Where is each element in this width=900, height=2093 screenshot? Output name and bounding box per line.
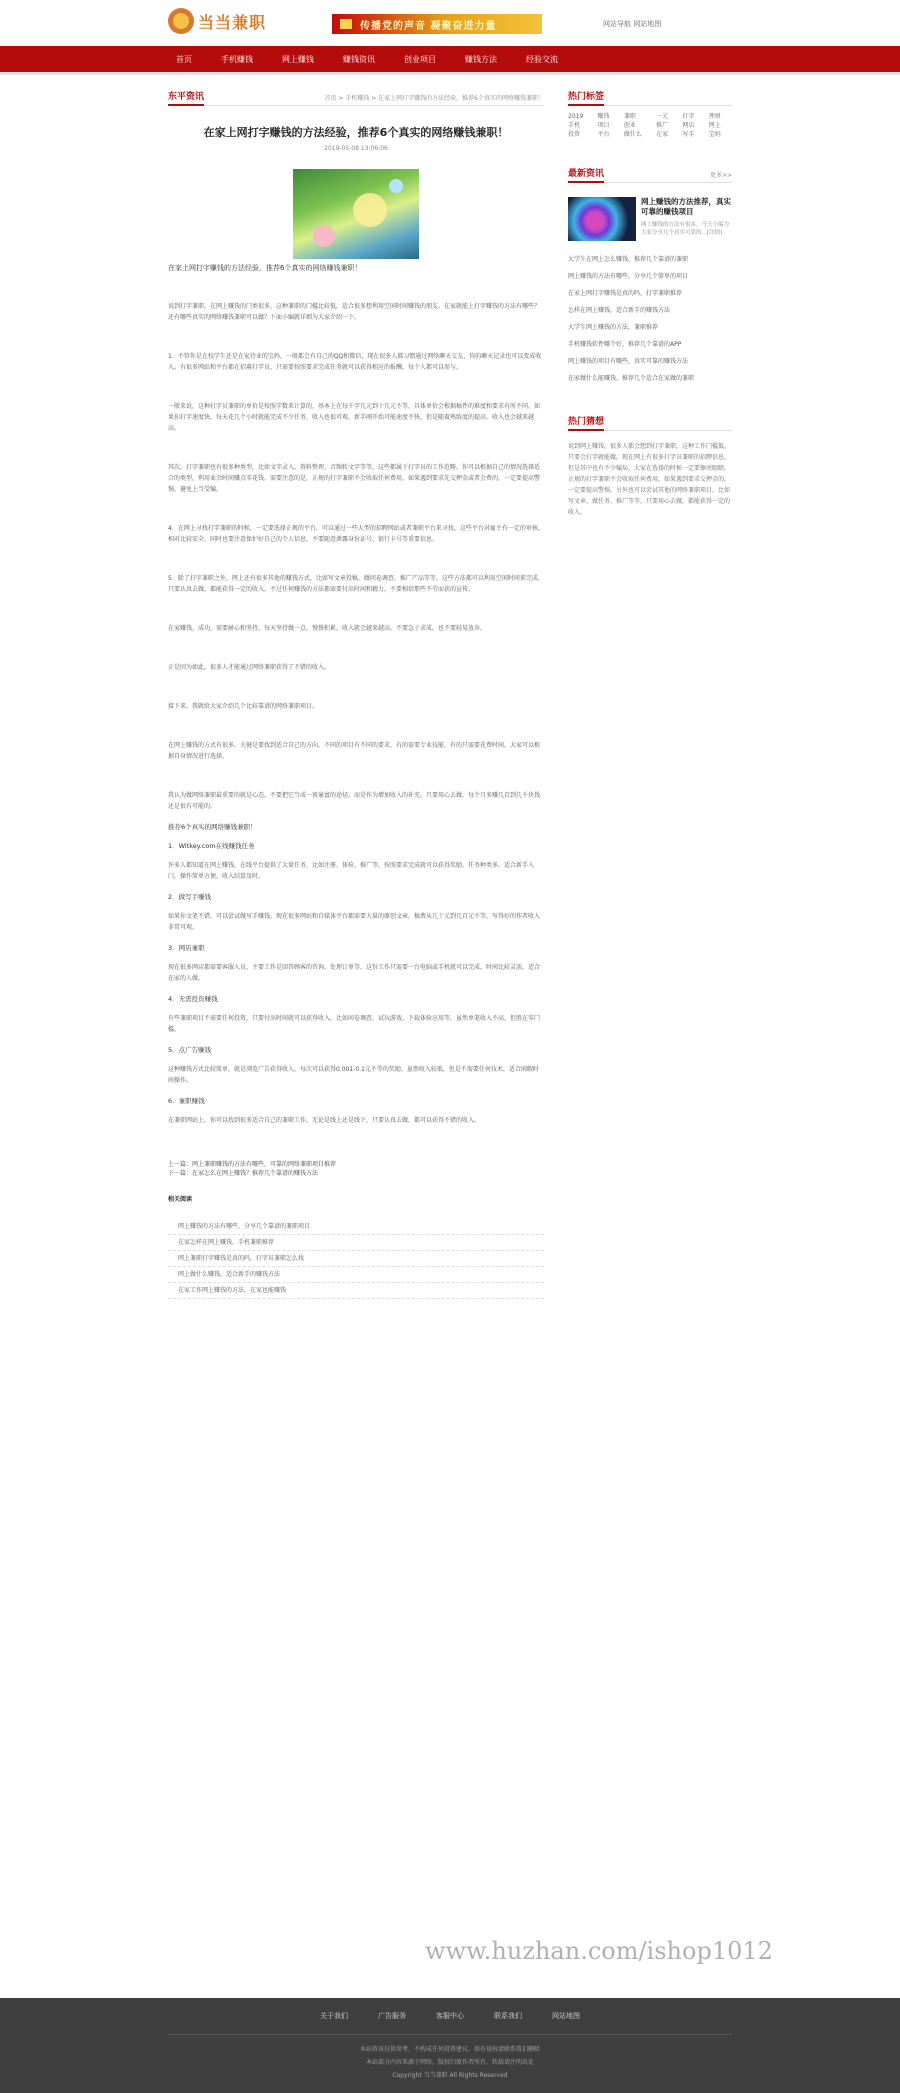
content bbox=[168, 92, 732, 1299]
article-paragraph: 1．不管你是在校学生还是在家待业的宝妈，一般都会有自己的QQ和微信，现在很多人都习惯通过网络聊天交友，你的聊天记录也可以变成收入。有很多网站和平台都在招募打字员，只需要按照要求完成任务就可以获得相应的报酬，每个人都可以参与。 bbox=[168, 353, 542, 371]
footer-link[interactable]: 关于我们 bbox=[320, 2012, 348, 2020]
article-paragraph: 一般来说，这种打字员兼职的单价是按照字数来计算的，基本上在每千字几元到十几元不等，具体单价会根据稿件的难度和要求有所不同。如果你打字速度快，每天花几个小时就能完成不少任务，收入也很可观。新手刚开始可能速度不快，但是随着熟练度的提高，收入也会越来越高。 bbox=[168, 403, 541, 432]
list-item-title: 4．无需投资赚钱 bbox=[168, 995, 218, 1003]
news-item[interactable]: 大学生在网上怎么赚钱，推荐几个靠谱的兼职 bbox=[568, 256, 689, 263]
featured-news[interactable] bbox=[568, 197, 732, 241]
section-title: 东平资讯 bbox=[168, 89, 204, 106]
article-column bbox=[168, 92, 544, 1299]
prev-next bbox=[168, 1160, 544, 1178]
article-paragraph: 我认为做网络兼职最重要的就是心态，不要把它当成一夜暴富的途径，而是作为增加收入的补充。只要用心去做，每个月多赚几百到几千块钱还是很有可能的。 bbox=[168, 792, 541, 810]
list-item-text: 在兼职网站上，你可以找到很多适合自己的兼职工作，无论是线上还是线下，只要认真去做，都可以获得不错的收入。 bbox=[168, 1117, 481, 1124]
nav-item[interactable]: 网上赚钱 bbox=[282, 54, 314, 64]
tag-link[interactable]: 手机 bbox=[568, 122, 581, 129]
header bbox=[0, 0, 900, 46]
tag-link[interactable]: 赚钱 bbox=[597, 113, 610, 120]
image-caption: 在家上网打字赚钱的方法经验，推荐6个真实的网络赚钱兼职！ bbox=[168, 264, 362, 272]
article-paragraph: 在网上赚钱的方式有很多，关键是要找到适合自己的方向。不同的项目有不同的要求，有的需要专业技能，有的只需要花费时间，大家可以根据自身情况进行选择。 bbox=[168, 742, 541, 760]
list-item-title: 3．网店兼职 bbox=[168, 944, 205, 952]
article-paragraph: 接下来，我就给大家介绍几个比较靠谱的网络兼职项目。 bbox=[168, 703, 319, 710]
logo-icon bbox=[168, 8, 194, 34]
tag-link[interactable]: 平台 bbox=[597, 131, 610, 138]
featured-title[interactable]: 网上赚钱的方法推荐，真实可靠的赚钱项目 bbox=[641, 197, 731, 216]
tag-link[interactable]: 写手 bbox=[682, 131, 695, 138]
featured-desc: 网上赚钱的方法有很多，今天小编为大家分享几个真实可靠的...[详细] bbox=[641, 222, 730, 236]
related-item[interactable]: 在家怎样在网上赚钱，手机兼职推荐 bbox=[168, 1235, 544, 1251]
logo-text: 当当兼职 bbox=[198, 12, 267, 32]
footer-link[interactable]: 广告服务 bbox=[378, 2012, 406, 2020]
site-logo[interactable] bbox=[168, 8, 266, 34]
article-paragraph: 正是因为如此，很多人才能通过网络兼职获得了不错的收入。 bbox=[168, 664, 331, 671]
tag-link[interactable]: 2019 bbox=[568, 113, 584, 120]
tag-link[interactable]: 做什么 bbox=[623, 131, 642, 138]
hot-guess-text: 说到网上赚钱，很多人都会想到打字兼职，这种工作门槛低，只要会打字就能做。现在网上有很多打字员兼职的招聘信息，但是其中也有不少骗局，大家在选择的时候一定要擦亮眼睛。正规的打字兼职不会收取任何费用，如果遇到要求交押金的，一定要提高警惕。另外也可以尝试其他的网络兼职项目，比如写文章、做任务、推广等等，只要用心去做，都能获得一定的收入。 bbox=[568, 443, 731, 516]
tag-link[interactable]: 网店 bbox=[682, 122, 695, 129]
breadcrumb[interactable]: 首页 > 手机赚钱 > 在家上网打字赚钱的方法经验，推荐6个真实的网络赚钱兼职！ bbox=[324, 95, 544, 102]
news-list bbox=[568, 251, 732, 387]
news-item[interactable]: 手机赚钱软件哪个好，推荐几个靠谱的APP bbox=[568, 341, 682, 348]
latest-news-title: 最新资讯 bbox=[568, 166, 604, 183]
article-date: 2019-05-08 13:06:06 bbox=[324, 145, 388, 152]
tag-link[interactable]: 项目 bbox=[597, 122, 610, 129]
intro-list-heading: 推荐6个真实的网络赚钱兼职！ bbox=[168, 823, 257, 831]
footer-link[interactable]: 网站地图 bbox=[552, 2012, 580, 2020]
prev-link[interactable]: 上一篇：网上兼职赚钱的方法有哪些，可靠的网络兼职项目推荐 bbox=[168, 1161, 337, 1168]
nav-item[interactable]: 经验交流 bbox=[526, 54, 558, 64]
latest-news-box bbox=[568, 169, 732, 387]
tag-link[interactable]: 理财 bbox=[708, 113, 721, 120]
footer-info-line: 本站资讯仅供参考，不构成任何投资建议，如有侵权请联系我们删除 bbox=[359, 2046, 540, 2053]
list-item-title: 1．Witkey.com在线赚钱任务 bbox=[168, 842, 255, 850]
related-item[interactable]: 网上兼职打字赚钱是真的吗，打字员兼职怎么找 bbox=[168, 1251, 544, 1267]
footer bbox=[0, 1998, 900, 2093]
news-item[interactable]: 网上赚钱的项目有哪些，真实可靠的赚钱方法 bbox=[568, 358, 689, 365]
related-item[interactable]: 在家工作网上赚钱的方法，在家也能赚钱 bbox=[168, 1283, 544, 1299]
article-paragraph: 4．在网上寻找打字兼职的时候，一定要选择正规的平台，可以通过一些大型的招聘网站或者兼职平台来寻找，这些平台对雇主有一定的审核，相对比较安全。同时也要注意保护好自己的个人信息，不要随意泄露身份证号、银行卡号等重要信息。 bbox=[168, 525, 544, 543]
featured-image bbox=[568, 197, 636, 241]
tag-link[interactable]: 推广 bbox=[656, 122, 669, 129]
related-item[interactable]: 网上做什么赚钱，适合新手的赚钱方法 bbox=[168, 1267, 544, 1283]
list-item-title: 2．做写手赚钱 bbox=[168, 893, 212, 901]
watermark: www.huzhan.com/ishop1012 bbox=[425, 1937, 773, 1965]
next-link[interactable]: 下一篇：在家怎么在网上赚钱？推荐几个靠谱的赚钱方法 bbox=[168, 1170, 319, 1177]
related-title: 相关阅读 bbox=[168, 1196, 193, 1203]
tag-link[interactable]: 创业 bbox=[623, 122, 636, 129]
article-header bbox=[168, 92, 544, 106]
tag-link[interactable]: 一元 bbox=[656, 113, 669, 120]
hot-tags-title: 热门标签 bbox=[568, 89, 604, 106]
list-item-title: 5．点广告赚钱 bbox=[168, 1046, 212, 1054]
news-item[interactable]: 在家上网打字赚钱是真的吗，打字兼职推荐 bbox=[568, 290, 683, 297]
tag-cloud bbox=[568, 112, 732, 139]
footer-link[interactable]: 客服中心 bbox=[436, 2012, 464, 2020]
tag-link[interactable]: 打字 bbox=[682, 113, 695, 120]
list-item-text: 有些兼职项目不需要任何投资，只要付出时间就可以获得收入，比如问卷调查、试玩游戏、下载体验应用等，虽然单笔收入不高，但胜在零门槛。 bbox=[168, 1015, 541, 1033]
list-item-title: 6．兼职赚钱 bbox=[168, 1097, 205, 1105]
news-item[interactable]: 在家做什么能赚钱，推荐几个适合在家做的兼职 bbox=[568, 375, 695, 382]
nav-item[interactable]: 赚钱方法 bbox=[465, 54, 497, 64]
nav-item[interactable]: 首页 bbox=[176, 54, 192, 64]
news-more-link[interactable]: 更多>> bbox=[709, 172, 732, 179]
article-paragraph: 5．除了打字兼职之外，网上还有很多其他的赚钱方式，比如写文章投稿、做问卷调查、推广产品等等，这些方法都可以利用空闲时间来完成，只要认真去做，都能获得一定的收入。不过任何赚钱的方法都需要付出时间和精力，不要相信那些不劳而获的宣传。 bbox=[168, 575, 544, 593]
article-paragraph: 说到打字兼职，在网上赚钱的门类很多，这种兼职的门槛比较低，适合很多想利用空闲时间赚钱的朋友。在家就能上打字赚钱的方法有哪些？还有哪些真实的网络赚钱兼职可以做？下面小编就详细为大家介绍一下。 bbox=[168, 303, 541, 321]
list-item-text: 这种赚钱方式比较简单，就是浏览广告获得收入，每次可以获得0.001-0.1元不等的奖励，虽然收入较低，但是不需要任何技术，适合闲暇时间操作。 bbox=[168, 1066, 539, 1084]
footer-info-line: Copyright 当当兼职 All Rights Reserved bbox=[392, 2072, 508, 2079]
footer-link[interactable]: 联系我们 bbox=[494, 2012, 522, 2020]
tag-link[interactable]: 兼职 bbox=[623, 113, 636, 120]
tag-link[interactable]: 投资 bbox=[568, 131, 581, 138]
flag-icon bbox=[340, 19, 352, 29]
nav-item[interactable]: 手机赚钱 bbox=[221, 54, 253, 64]
related-item[interactable]: 网上赚钱的方法有哪些，分享几个靠谱的兼职项目 bbox=[168, 1219, 544, 1235]
list-item-text: 许多人都知道在网上赚钱，在线平台提供了大量任务，比如注册、体验、推广等，按照要求完成就可以获得奖励。任务种类多，适合新手入门，操作简单方便，收入结算及时。 bbox=[168, 862, 535, 880]
tag-link[interactable]: 宝妈 bbox=[708, 131, 721, 138]
tag-link[interactable]: 在家 bbox=[656, 131, 669, 138]
footer-info bbox=[0, 2043, 900, 2082]
nav-item[interactable]: 赚钱资讯 bbox=[343, 54, 375, 64]
article-paragraph: 在家赚钱，成功，需要耐心和坚持。每天坚持做一点，慢慢积累，收入就会越来越高。不要急于求成，也不要轻易放弃。 bbox=[168, 625, 487, 632]
news-item[interactable]: 大学生网上赚钱的方法，兼职推荐 bbox=[568, 324, 659, 331]
banner-text: 传播党的声音 凝聚奋进力量 bbox=[360, 20, 497, 32]
tag-link[interactable]: 网上 bbox=[708, 122, 721, 129]
footer-links bbox=[0, 2011, 900, 2021]
hot-guess-title: 热门猜想 bbox=[568, 414, 604, 431]
article-image bbox=[293, 169, 419, 259]
hot-guess-box bbox=[568, 417, 732, 518]
list-item-text: 如果你文笔不错，可以尝试做写手赚钱。现在很多网站和自媒体平台都需要大量的原创文章，稿费从几十元到几百元不等，写得好的作者收入非常可观。 bbox=[168, 913, 541, 931]
main-nav bbox=[0, 46, 900, 75]
nav-item[interactable]: 创业项目 bbox=[404, 54, 436, 64]
sidebar bbox=[568, 92, 732, 1299]
article-title: 在家上网打字赚钱的方法经验，推荐6个真实的网络赚钱兼职！ bbox=[203, 126, 509, 139]
header-banner[interactable] bbox=[332, 14, 542, 34]
news-item[interactable]: 怎样在网上赚钱，适合新手的赚钱方法 bbox=[568, 307, 671, 314]
list-item-text: 现在很多网店都需要客服人员，主要工作是回答顾客的咨询、处理订单等，这份工作只需要一台电脑或手机就可以完成，时间比较灵活，适合在家的人做。 bbox=[168, 964, 541, 982]
related-list bbox=[168, 1219, 544, 1299]
article-paragraph: 其次，打字兼职也有很多种类型，比如文字录入、资料整理、音频转文字等等，这些都属于打字员的工作范畴。你可以根据自己的情况选择适合的类型，利用业余时间赚点零花钱。需要注意的是，正规的打字兼职不会收取任何费用，如果遇到要求先交押金或者会费的，一定要提高警惕，避免上当受骗。 bbox=[168, 464, 541, 493]
top-links[interactable]: 网站导航 网站地图 bbox=[603, 20, 662, 28]
news-item[interactable]: 网上赚钱的方法有哪些，分享几个简单的项目 bbox=[568, 273, 689, 280]
footer-info-line: 本站部分内容来源于网络，版权归原作者所有，转载请注明出处 bbox=[365, 2059, 534, 2066]
hot-tags-box bbox=[568, 92, 732, 139]
